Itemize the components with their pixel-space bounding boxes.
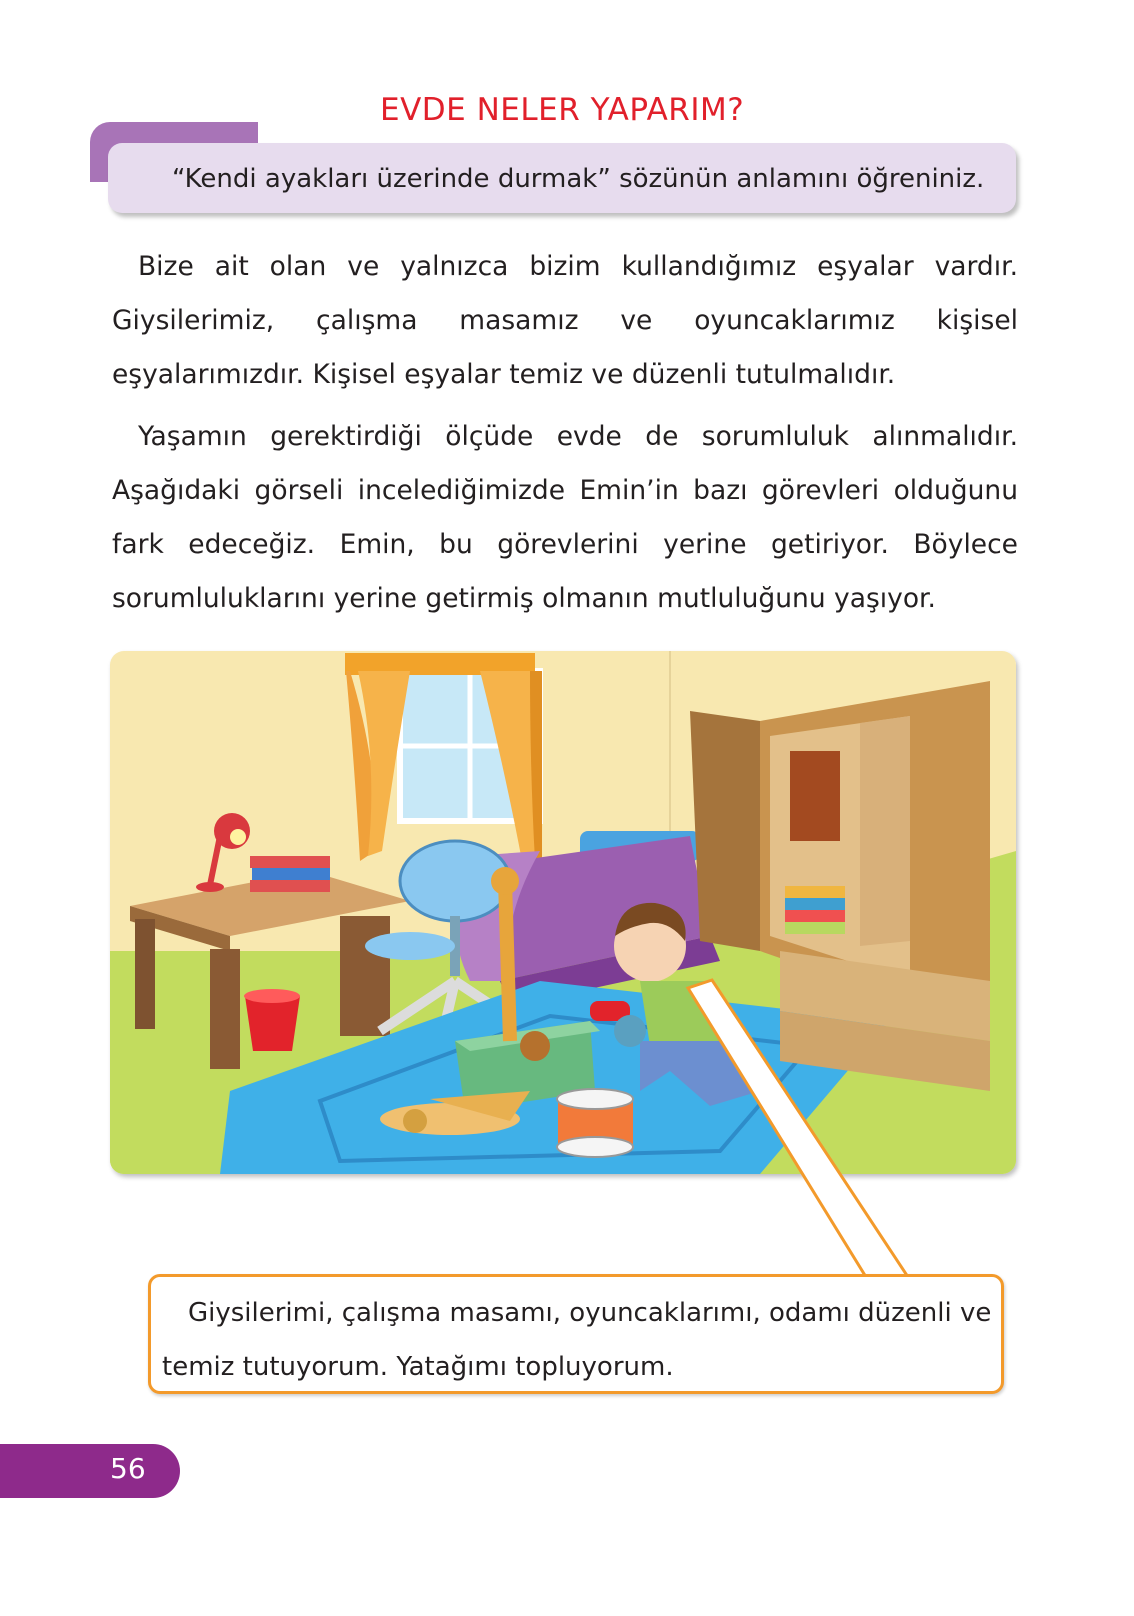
callout-text: Giysilerimi, çalışma masamı, oyuncaklarımı, odamı düzenli ve temiz tutuyorum. Yatağımı topluyorum. [162, 1298, 992, 1382]
paragraph-personal-items: Bize ait olan ve yalnızca bizim kullandığımız eşyalar vardır. Giysilerimiz, çalışma masamız ve oyuncaklarımız kişisel eşyalarımızdır. Kişisel eşyalar temiz ve düzenli tutulmalıdır. [112, 251, 1018, 390]
prompt-text: “Kendi ayakları üzerinde durmak” sözünün anlamını öğreniniz. [172, 164, 985, 194]
book-stack [250, 856, 330, 892]
page-number-tab [0, 1444, 180, 1498]
toy-drum [557, 1089, 633, 1157]
trash-bucket [244, 989, 300, 1051]
bedroom-illustration [110, 651, 1016, 1174]
paragraph-responsibility: Yaşamın gerektirdiği ölçüde evde de sorumluluk alınmalıdır. Aşağıdaki görseli incelediğimizde Emin’in bazı görevleri olduğunu fark edeceğiz. Emin, bu görevlerini yerine getiriyor. Böylece sorumluluklarını yerine getirmiş olmanın mutluluğunu yaşıyor. [112, 421, 1018, 614]
page-title: EVDE NELER YAPARIM? [380, 92, 745, 128]
page-number: 56 [110, 1452, 146, 1485]
